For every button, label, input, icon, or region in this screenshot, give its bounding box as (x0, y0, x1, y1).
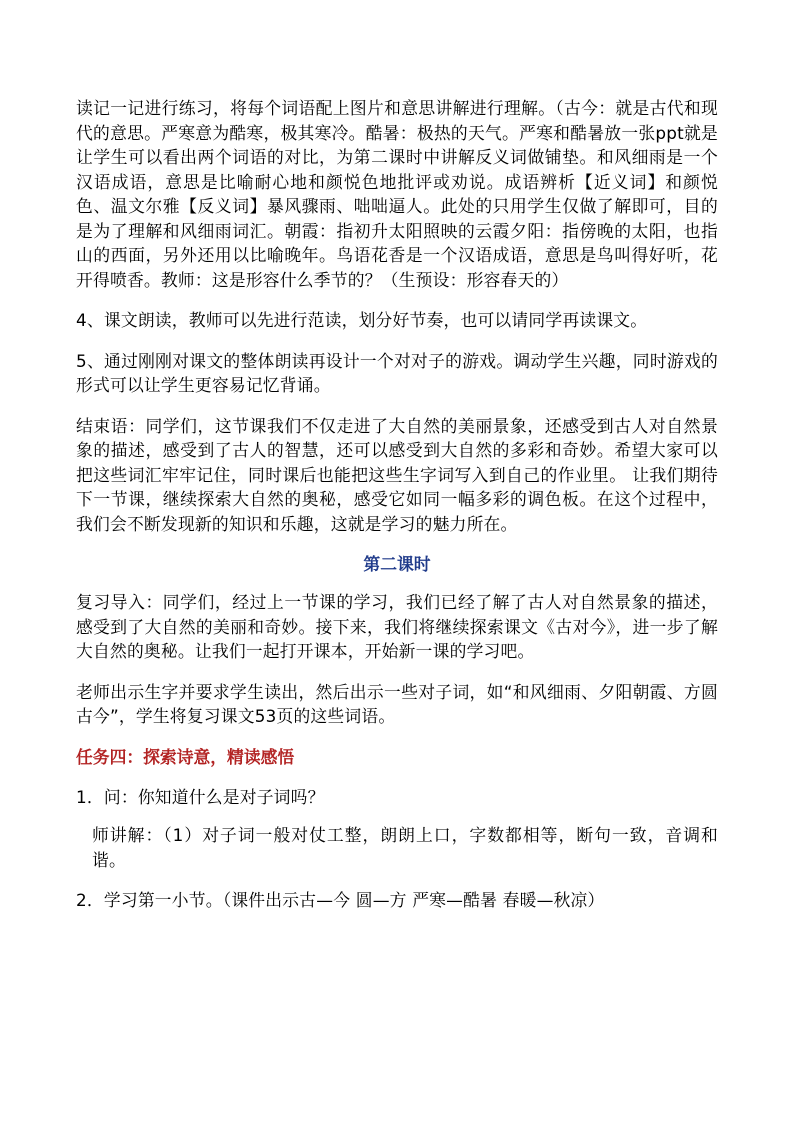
paragraph-review-intro: 复习导入：同学们，经过上一节课的学习，我们已经了解了古人对自然景象的描述，感受到了大自然的美丽和奇妙。接下来，我们将继续探索课文《古对今》，进一步了解大自然的奥秘。让我们一起打开课本，开始新一课的学习吧。 (76, 592, 718, 661)
paragraph-first-section-study: 2．学习第一小节。（课件出示古—今 圆—方 严寒—酷暑 春暖—秋凉） (76, 890, 605, 910)
paragraph-closing-remarks: 结束语：同学们，这节课我们不仅走进了大自然的美丽景象，还感受到古人对自然景象的描述，感受到了古人的智慧，还可以感受到大自然的多彩和奇妙。希望大家可以把这些词汇牢牢记住，同时课后也能把这些生字词写入到自己的作业里。 让我们期待下一节课，继续探索大自然的奥秘，感受它如同一幅多彩的调色板。在这个过程中，我们会不断发现新的知识和乐趣，这就是学习的魅力所在。 (76, 415, 718, 534)
section-title-second-lesson: 第二课时 (363, 554, 431, 574)
paragraph-question-one: 1．问：你知道什么是对子词吗？ (76, 786, 325, 807)
paragraph-vocabulary-explanation: 读记一记进行练习，将每个词语配上图片和意思讲解进行理解。（古今：就是古代和现代的意思。严寒意为酷寒，极其寒冷。酷暑：极热的天气。严寒和酷暑放一张ppt就是让学生可以看出两个词语的对比，为第二课时中讲解反义词做铺垫。和风细雨是一个汉语成语，意思是比喻耐心地和颜悦色地批评或劝说。成语辨析【近义词】和颜悦色、温文尔雅【反义词】暴风骤雨、咄咄逼人。此处的只用学生仅做了解即可，目的是为了理解和风细雨词汇。朝霞：指初升太阳照映的云霞夕阳：指傍晚的太阳，也指山的西面，另外还用以比喻晚年。鸟语花香是一个汉语成语，意思是鸟叫得好听，花开得喷香。教师：这是形容什么季节的？（生预设：形容春天的） (76, 98, 718, 290)
paragraph-text-reading: 4、课文朗读，教师可以先进行范读，划分好节奏，也可以请同学再读课文。 (76, 310, 648, 330)
paragraph-couplet-game: 5、通过刚刚对课文的整体朗读再设计一个对对子的游戏。调动学生兴趣，同时游戏的形式可以让学生更容易记忆背诵。 (76, 350, 718, 395)
paragraph-new-characters: 老师出示生字并要求学生读出，然后出示一些对子词，如“和风细雨、夕阳朝霞、方圆古今”，学生将复习课文53页的这些词语。 (76, 681, 718, 726)
task-four-heading: 任务四：探索诗意，精读感悟 (76, 746, 295, 767)
paragraph-teacher-explanation: 师讲解：（1）对子词一般对仗工整，朗朗上口，字数都相等，断句一致，音调和谐。 (92, 825, 718, 870)
document-body (76, 96, 718, 929)
